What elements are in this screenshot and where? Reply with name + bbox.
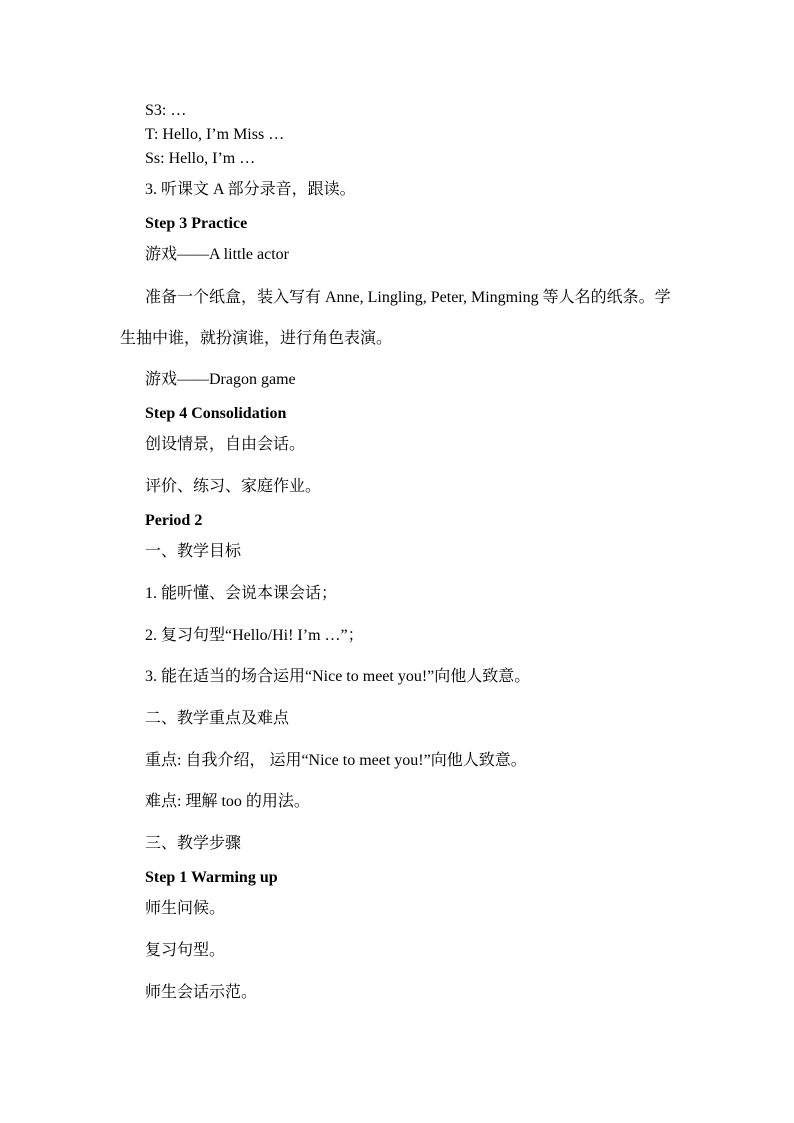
demo-text: 师生会话示范。 [145, 984, 258, 1001]
dialogue-teacher-hello: T: Hello, I’m Miss … [145, 126, 285, 143]
evaluation-text: 评价、练习、家庭作业。 [145, 478, 322, 495]
listen-instruction: 3. 听课文 A 部分录音，跟读。 [145, 181, 356, 198]
game-little-actor-description: 准备一个纸盒，装入写有 Anne, Lingling, Peter, Mingming 等人名的纸条。学生抽中谁，就扮演谁，进行角色表演。 [120, 289, 671, 347]
review-text: 复习句型。 [145, 942, 226, 959]
game-dragon: 游戏——Dragon game [145, 371, 296, 388]
key-points-title: 二、教学重点及难点 [145, 710, 290, 727]
goal-2: 2. 复习句型“Hello/Hi! I’m …”； [145, 627, 364, 644]
period2-heading: Period 2 [145, 512, 203, 529]
step1-heading: Step 1 Warming up [145, 869, 278, 886]
step4-heading: Step 4 Consolidation [145, 405, 287, 422]
goal-3: 3. 能在适当的场合运用“Nice to meet you!”向他人致意。 [145, 668, 531, 685]
key-point: 重点: 自我介绍， 运用“Nice to meet you!”向他人致意。 [145, 752, 527, 769]
greeting-text: 师生问候。 [145, 900, 226, 917]
step3-heading: Step 3 Practice [145, 215, 248, 232]
goals-title: 一、教学目标 [145, 543, 242, 560]
consolidation-text: 创设情景，自由会话。 [145, 436, 306, 453]
goal-1: 1. 能听懂、会说本课会话； [145, 585, 338, 602]
dialogue-s3: S3: … [145, 102, 187, 119]
dialogue-students-hello: Ss: Hello, I’m … [145, 150, 256, 167]
difficult-point: 难点: 理解 too 的用法。 [145, 793, 310, 810]
steps-title: 三、教学步骤 [145, 835, 242, 852]
game-little-actor: 游戏——A little actor [145, 246, 289, 263]
